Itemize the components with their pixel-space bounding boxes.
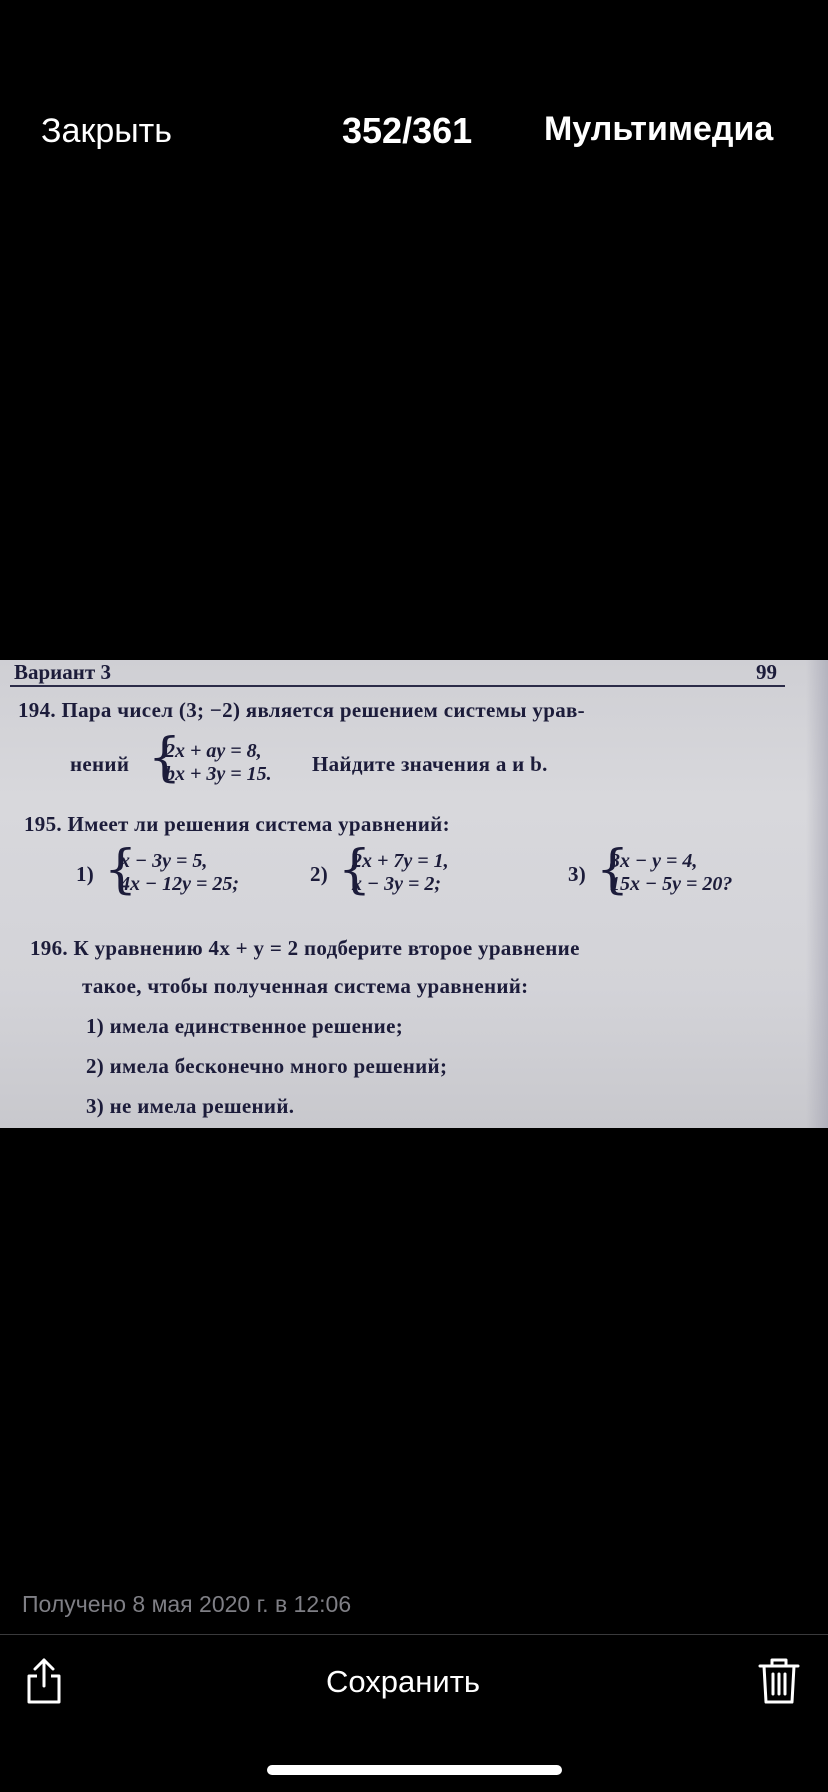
problem-194-system <box>165 740 272 786</box>
problem-195-2-eq2: x − 3y = 2; <box>352 873 442 895</box>
problem-195-1-label: 1) <box>76 862 95 886</box>
problem-195-2-eq1: 2x + 7y = 1, <box>352 850 449 872</box>
problem-195-2-label: 2) <box>310 862 329 886</box>
trash-icon <box>756 1656 802 1706</box>
problem-195-1-eq1: x − 3y = 5, <box>120 850 208 872</box>
problem-196-line1: 196. К уравнению 4x + y = 2 подберите второе уравнение <box>30 936 580 960</box>
top-bar <box>0 0 828 200</box>
problem-196-item1: 1) имела единственное решение; <box>86 1014 403 1038</box>
problem-195-3-label: 3) <box>568 862 587 886</box>
home-indicator[interactable] <box>267 1765 562 1775</box>
problem-194-suffix: Найдите значения a и b. <box>312 752 548 776</box>
problem-194-eq1: 2x + ay = 8, <box>165 740 262 762</box>
share-icon <box>24 1656 64 1706</box>
photo-edge <box>806 660 828 1128</box>
problem-194-prefix: нений <box>70 752 130 776</box>
problem-195-3-eq1: 3x − y = 4, <box>610 850 698 872</box>
problem-194-line1: 194. Пара чисел (3; −2) является решением системы урав- <box>18 698 585 722</box>
problem-195-2-system <box>352 850 449 896</box>
toolbar-divider <box>0 1634 828 1635</box>
problem-196-item2: 2) имела бесконечно много решений; <box>86 1054 448 1078</box>
problem-195-line: 195. Имеет ли решения система уравнений: <box>24 812 450 836</box>
delete-button[interactable] <box>756 1656 802 1706</box>
save-button[interactable]: Сохранить <box>326 1664 481 1699</box>
page-header-variant: Вариант 3 <box>14 660 111 684</box>
photo-image[interactable] <box>0 660 828 1128</box>
brace-icon: { <box>338 840 372 900</box>
problem-195-1-system <box>120 850 239 896</box>
media-button[interactable]: Мультимедиа <box>544 110 774 148</box>
close-button[interactable]: Закрыть <box>41 112 172 150</box>
problem-195-3-system <box>610 850 732 896</box>
brace-icon: { <box>596 840 630 900</box>
page-number: 99 <box>756 660 777 684</box>
problem-196-line2: такое, чтобы полученная система уравнений: <box>82 974 529 998</box>
share-button[interactable] <box>24 1656 64 1706</box>
problem-195-3-eq2: 15x − 5y = 20? <box>610 873 733 895</box>
brace-icon: { <box>104 840 138 900</box>
header-rule <box>10 685 785 687</box>
problem-194-eq2: bx + 3y = 15. <box>165 763 272 785</box>
photo-counter: 352/361 <box>342 110 473 151</box>
received-timestamp: Получено 8 мая 2020 г. в 12:06 <box>22 1591 352 1617</box>
brace-icon: { <box>148 728 182 788</box>
problem-196-item3: 3) не имела решений. <box>86 1094 295 1118</box>
problem-195-1-eq2: 4x − 12y = 25; <box>120 873 240 895</box>
